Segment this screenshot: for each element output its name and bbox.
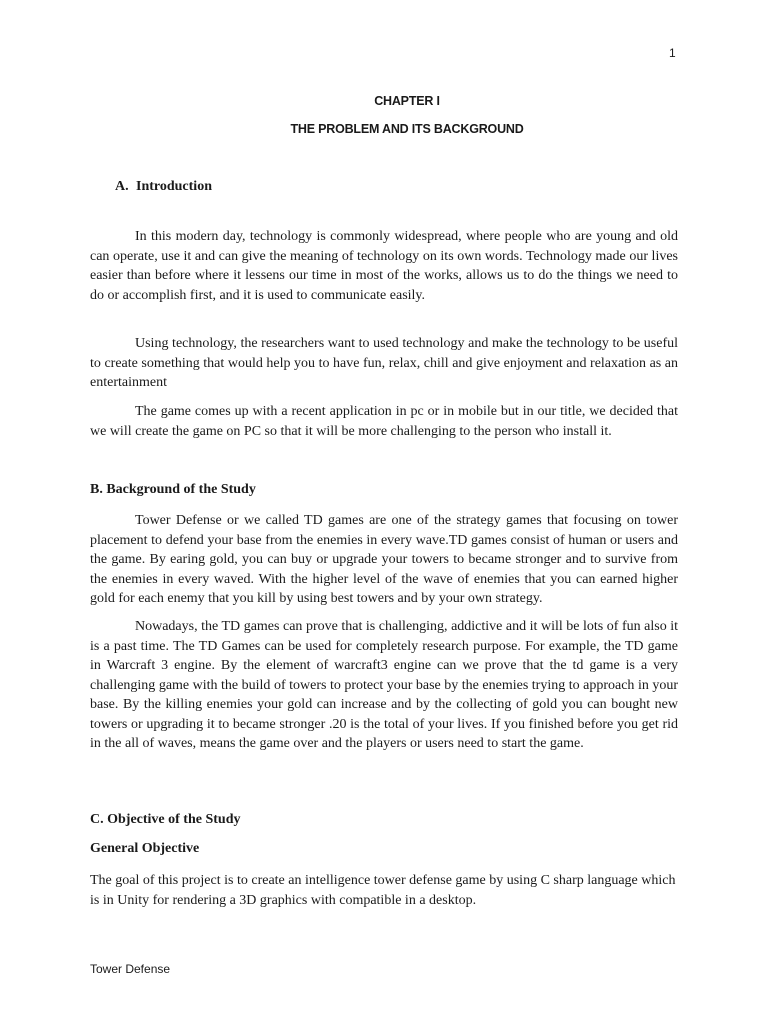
chapter-title: CHAPTER I — [374, 94, 440, 108]
page-footer: Tower Defense — [90, 962, 171, 976]
section-heading-text: Introduction — [136, 179, 212, 194]
objective-paragraph: The goal of this project is to create an intelligence tower defense game by using C sharp language which is in Unity for rendering a 3D graphics with compatible in a desktop. — [90, 873, 676, 908]
section-marker: A. — [115, 179, 129, 194]
page-number: 1 — [669, 46, 676, 60]
intro-paragraph-2: Using technology, the researchers want to used technology and make the technology to be useful to create something that would help you to have fun, relax, chill and give enjoyment and relaxation as an entertainment — [90, 336, 678, 390]
subheading-general-objective: General Objective — [90, 841, 200, 856]
intro-paragraph-1: In this modern day, technology is commonly widespread, where people who are young and old can operate, use it and can give the meaning of technology on its own words. Technology made our lives easier than before where it lessens our time in most of the works, allows us to do the things we need to do or accomplish first, and it is used to communicate easily. — [90, 229, 678, 303]
section-heading-objective: C. Objective of the Study — [90, 812, 241, 827]
section-heading-introduction — [115, 179, 212, 195]
section-heading-background: B. Background of the Study — [90, 482, 256, 497]
background-paragraph-2: Nowadays, the TD games can prove that is challenging, addictive and it will be lots of fun also it is a past time. The TD Games can be used for completely research purpose. For example, the TD game in Warcraft 3 engine. By the element of warcraft3 engine can we prove that the td game is a very challenging game with the build of towers to protect your base by the enemies trying to approach in your base. By the killing enemies your gold can increase and by the collecting of gold you can bought new towers or upgrading it to became stronger .20 is the total of your lives. If you finished before you get rid in the all of waves, means the game over and the players or users need to start the game. — [90, 619, 678, 751]
background-paragraph-1: Tower Defense or we called TD games are one of the strategy games that focusing on tower placement to defend your base from the enemies in every wave.TD games consist of human or users and the game. By earing gold, you can buy or upgrade your towers to became stronger and to survive from the enemies in every waved. With the higher level of the wave of enemies that you can earned higher gold for each enemy that you kill by using best towers and by your own strategy. — [90, 513, 678, 606]
chapter-subtitle: THE PROBLEM AND ITS BACKGROUND — [290, 122, 524, 136]
intro-paragraph-3: The game comes up with a recent application in pc or in mobile but in our title, we decided that we will create the game on PC so that it will be more challenging to the person who install it. — [90, 404, 678, 439]
